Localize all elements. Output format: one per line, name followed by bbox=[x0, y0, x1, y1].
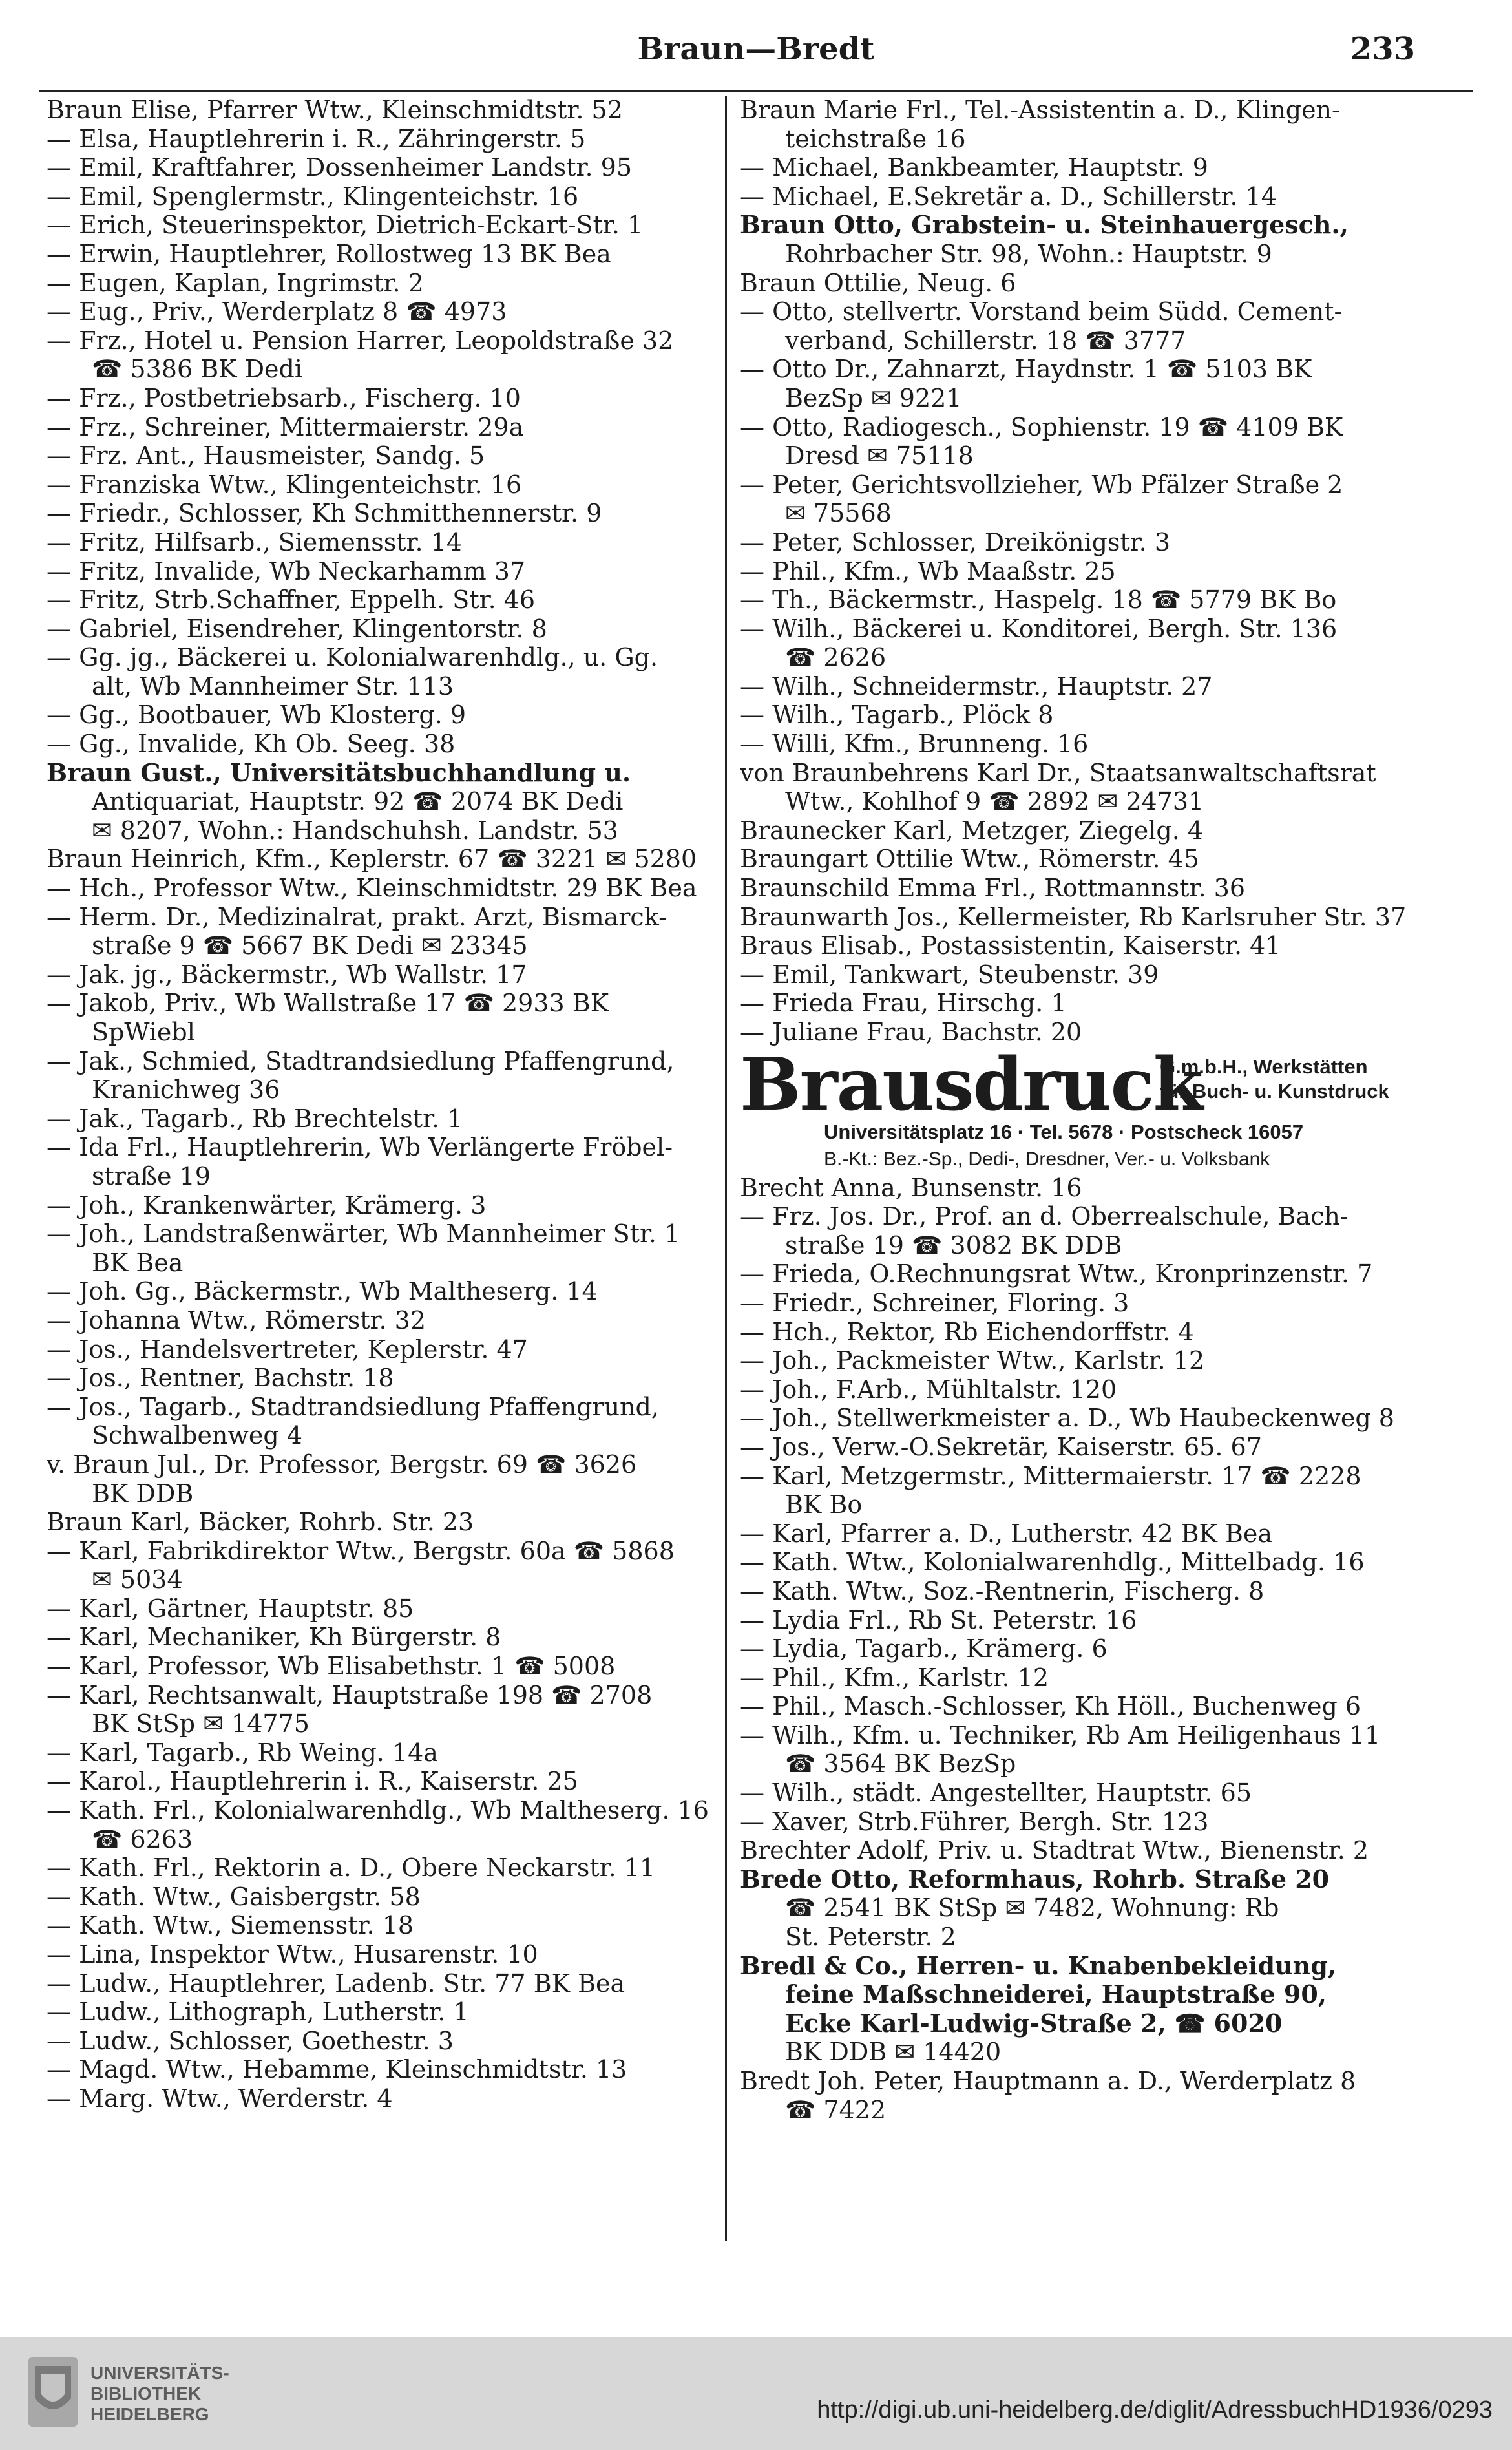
directory-entry: — Frieda Frau, Hirschg. 1 bbox=[740, 989, 1067, 1018]
directory-entry: alt, Wb Mannheimer Str. 113 bbox=[92, 671, 454, 701]
directory-entry: — Jak. jg., Bäckermstr., Wb Wallstr. 17 bbox=[47, 960, 527, 989]
directory-entry: BK DDB ✉ 14420 bbox=[785, 2038, 1002, 2067]
directory-entry: — Fritz, Strb.Schaffner, Eppelh. Str. 46 bbox=[47, 586, 536, 615]
directory-entry: Braungart Ottilie Wtw., Römerstr. 45 bbox=[740, 845, 1199, 874]
directory-entry: — Eug., Priv., Werderplatz 8 ☎ 4973 bbox=[47, 297, 507, 326]
directory-entry: — Joh., Landstraßenwärter, Wb Mannheimer Str. 1 bbox=[47, 1220, 680, 1249]
directory-entry: straße 19 ☎ 3082 BK DDB bbox=[785, 1230, 1122, 1260]
brausdruck-tagline-1: G.m.b.H., Werkstätten bbox=[1160, 1055, 1368, 1078]
directory-entry: — Th., Bäckermstr., Haspelg. 18 ☎ 5779 BK Bo bbox=[740, 586, 1337, 615]
directory-entry: — Hch., Rektor, Rb Eichendorffstr. 4 bbox=[740, 1317, 1194, 1346]
directory-entry: — Lydia, Tagarb., Krämerg. 6 bbox=[740, 1634, 1108, 1663]
directory-entry: ☎ 6263 bbox=[92, 1824, 193, 1853]
directory-entry: Braun Marie Frl., Tel.-Assistentin a. D., Klingen- bbox=[740, 96, 1340, 124]
directory-entry: Wtw., Kohlhof 9 ☎ 2892 ✉ 24731 bbox=[785, 787, 1204, 816]
directory-entry: — Peter, Gerichtsvollzieher, Wb Pfälzer Straße 2 bbox=[740, 470, 1343, 499]
directory-entry: — Otto, Radiogesch., Sophienstr. 19 ☎ 4109 BK bbox=[740, 412, 1343, 441]
directory-entry: — Wilh., Bäckerei u. Konditorei, Bergh. Str. 136 bbox=[740, 614, 1338, 643]
directory-entry: Braus Elisab., Postassistentin, Kaiserstr. 41 bbox=[740, 931, 1281, 960]
brausdruck-tagline bbox=[1160, 1055, 1389, 1104]
directory-entry: ☎ 2626 bbox=[785, 643, 887, 672]
directory-entry: — Fritz, Hilfsarb., Siemensstr. 14 bbox=[47, 527, 463, 556]
directory-entry: — Fritz, Invalide, Wb Neckarhamm 37 bbox=[47, 556, 526, 586]
directory-entry: — Magd. Wtw., Hebamme, Kleinschmidtstr. 13 bbox=[47, 2055, 627, 2084]
directory-entry: BK Bo bbox=[785, 1490, 863, 1519]
directory-entry: ☎ 2541 BK StSp ✉ 7482, Wohnung: Rb bbox=[785, 1894, 1279, 1923]
directory-entry: ✉ 75568 bbox=[785, 499, 892, 528]
directory-entry: — Phil., Kfm., Karlstr. 12 bbox=[740, 1663, 1049, 1692]
directory-entry: — Emil, Spenglermstr., Klingenteichstr. 16 bbox=[47, 182, 579, 211]
directory-entry: Antiquariat, Hauptstr. 92 ☎ 2074 BK Dedi bbox=[92, 787, 624, 816]
directory-entry: — Kath. Wtw., Gaisbergstr. 58 bbox=[47, 1882, 421, 1911]
directory-entry: verband, Schillerstr. 18 ☎ 3777 bbox=[785, 326, 1186, 355]
directory-entry: — Emil, Kraftfahrer, Dossenheimer Landstr. 95 bbox=[47, 153, 633, 182]
directory-entry: — Lina, Inspektor Wtw., Husarenstr. 10 bbox=[47, 1940, 538, 1969]
directory-entry: — Karl, Professor, Wb Elisabethstr. 1 ☎ 5008 bbox=[47, 1652, 616, 1681]
directory-entry: Braun Otto, Grabstein- u. Steinhauergesch., bbox=[740, 211, 1349, 240]
directory-entry: — Erich, Steuerinspektor, Dietrich-Eckart-Str. 1 bbox=[47, 211, 644, 240]
directory-entry: teichstraße 16 bbox=[785, 124, 966, 153]
directory-entry: — Otto Dr., Zahnarzt, Haydnstr. 1 ☎ 5103 BK bbox=[740, 355, 1312, 384]
directory-entry: — Frz. Jos. Dr., Prof. an d. Oberrealschule, Bach- bbox=[740, 1202, 1349, 1231]
running-title: Braun—Bredt bbox=[637, 31, 875, 67]
directory-entry: — Karl, Fabrikdirektor Wtw., Bergstr. 60a ☎ 5868 bbox=[47, 1536, 675, 1565]
directory-entry: Kranichweg 36 bbox=[92, 1075, 280, 1104]
directory-entry: ☎ 3564 BK BezSp bbox=[785, 1749, 1016, 1779]
directory-entry: — Friedr., Schlosser, Kh Schmitthennerstr. 9 bbox=[47, 499, 602, 528]
directory-entry: — Michael, Bankbeamter, Hauptstr. 9 bbox=[740, 153, 1208, 182]
source-url-link[interactable]: http://digi.ub.uni-heidelberg.de/diglit/AdressbuchHD1936/0293 bbox=[817, 2396, 1493, 2424]
directory-entry: — Eugen, Kaplan, Ingrimstr. 2 bbox=[47, 268, 424, 297]
brausdruck-advertisement bbox=[740, 1042, 1425, 1171]
directory-entry: BK DDB bbox=[92, 1479, 194, 1508]
directory-entry: — Joh., Packmeister Wtw., Karlstr. 12 bbox=[740, 1346, 1205, 1375]
brausdruck-logo-word: Brausdruck bbox=[740, 1042, 1202, 1127]
directory-entry: — Jak., Schmied, Stadtrandsiedlung Pfaffengrund, bbox=[47, 1046, 675, 1075]
directory-entry: — Wilh., Kfm. u. Techniker, Rb Am Heiligenhaus 11 bbox=[740, 1720, 1381, 1749]
directory-entry: — Kath. Frl., Kolonialwarenhdlg., Wb Maltheserg. 16 bbox=[47, 1796, 709, 1825]
directory-entry: — Frz., Schreiner, Mittermaierstr. 29a bbox=[47, 412, 524, 441]
directory-entry: — Kath. Wtw., Kolonialwarenhdlg., Mittelbadg. 16 bbox=[740, 1548, 1365, 1577]
directory-entry: — Willi, Kfm., Brunneng. 16 bbox=[740, 730, 1089, 759]
directory-entry: — Phil., Kfm., Wb Maaßstr. 25 bbox=[740, 556, 1116, 586]
directory-entry: feine Maßschneiderei, Hauptstraße 90, bbox=[785, 1980, 1327, 2009]
directory-entry: Schwalbenweg 4 bbox=[92, 1421, 303, 1450]
directory-entry: — Kath. Wtw., Soz.-Rentnerin, Fischerg. 8 bbox=[740, 1576, 1265, 1605]
directory-entry: — Joh., Krankenwärter, Krämerg. 3 bbox=[47, 1190, 487, 1220]
directory-entry: — Herm. Dr., Medizinalrat, prakt. Arzt, Bismarck- bbox=[47, 902, 667, 931]
directory-entry: — Jos., Verw.-O.Sekretär, Kaiserstr. 65. 67 bbox=[740, 1432, 1262, 1461]
directory-entry: Braun Ottilie, Neug. 6 bbox=[740, 268, 1016, 297]
directory-entry: — Ludw., Schlosser, Goethestr. 3 bbox=[47, 2026, 454, 2055]
directory-entry: — Gg. jg., Bäckerei u. Kolonialwarenhdlg., u. Gg. bbox=[47, 643, 658, 672]
directory-entry: ✉ 8207, Wohn.: Handschuhsh. Landstr. 53 bbox=[92, 816, 618, 845]
directory-entry: Braun Heinrich, Kfm., Keplerstr. 67 ☎ 3221 ✉ 5280 bbox=[47, 845, 697, 874]
directory-entry: BezSp ✉ 9221 bbox=[785, 383, 962, 412]
directory-entry: ☎ 7422 bbox=[785, 2095, 887, 2124]
directory-entry: — Gg., Bootbauer, Wb Klosterg. 9 bbox=[47, 701, 467, 730]
directory-entry: Brecht Anna, Bunsenstr. 16 bbox=[740, 1173, 1082, 1202]
directory-entry: — Karol., Hauptlehrerin i. R., Kaiserstr. 25 bbox=[47, 1767, 578, 1796]
directory-entry: — Wilh., städt. Angestellter, Hauptstr. 65 bbox=[740, 1779, 1252, 1808]
directory-entry: Braunecker Karl, Metzger, Ziegelg. 4 bbox=[740, 816, 1204, 845]
directory-entry: — Elsa, Hauptlehrerin i. R., Zähringerstr. 5 bbox=[47, 124, 586, 153]
directory-entry: — Ludw., Lithograph, Lutherstr. 1 bbox=[47, 1998, 469, 2027]
directory-entry: ✉ 5034 bbox=[92, 1565, 183, 1594]
directory-entry: — Karl, Pfarrer a. D., Lutherstr. 42 BK Bea bbox=[740, 1519, 1273, 1548]
directory-entry: — Wilh., Schneidermstr., Hauptstr. 27 bbox=[740, 671, 1213, 701]
directory-entry: — Karl, Tagarb., Rb Weing. 14a bbox=[47, 1738, 438, 1767]
directory-entry: — Karl, Gärtner, Hauptstr. 85 bbox=[47, 1594, 414, 1623]
directory-entry: — Peter, Schlosser, Dreikönigstr. 3 bbox=[740, 527, 1171, 556]
directory-entry: — Karl, Rechtsanwalt, Hauptstraße 198 ☎ 2708 bbox=[47, 1680, 653, 1709]
directory-entry: Bredl & Co., Herren- u. Knabenbekleidung, bbox=[740, 1951, 1337, 1980]
library-name bbox=[90, 2363, 229, 2425]
directory-entry: — Frz., Hotel u. Pension Harrer, Leopoldstraße 32 bbox=[47, 326, 674, 355]
library-footer bbox=[0, 2337, 1512, 2450]
directory-entry: — Ludw., Hauptlehrer, Ladenb. Str. 77 BK Bea bbox=[47, 1969, 625, 1998]
directory-entry: — Erwin, Hauptlehrer, Rollostweg 13 BK Bea bbox=[47, 239, 611, 268]
library-name-line-2: BIBLIOTHEK bbox=[90, 2383, 202, 2403]
directory-entry: ☎ 5386 BK Dedi bbox=[92, 355, 303, 384]
directory-entry: — Gg., Invalide, Kh Ob. Seeg. 38 bbox=[47, 730, 456, 759]
directory-entry: — Jakob, Priv., Wb Wallstraße 17 ☎ 2933 BK bbox=[47, 989, 609, 1018]
directory-entry: — Kath. Frl., Rektorin a. D., Obere Neckarstr. 11 bbox=[47, 1853, 656, 1883]
directory-entry: — Franziska Wtw., Klingenteichstr. 16 bbox=[47, 470, 522, 499]
directory-entry: — Otto, stellvertr. Vorstand beim Südd. Cement- bbox=[740, 297, 1343, 326]
directory-entry: — Xaver, Strb.Führer, Bergh. Str. 123 bbox=[740, 1807, 1209, 1836]
directory-entry: — Jos., Tagarb., Stadtrandsiedlung Pfaffengrund, bbox=[47, 1392, 659, 1421]
directory-entry: Braun Karl, Bäcker, Rohrb. Str. 23 bbox=[47, 1508, 474, 1537]
directory-entry: — Michael, E.Sekretär a. D., Schillerstr. 14 bbox=[740, 182, 1277, 211]
directory-entry: SpWiebl bbox=[92, 1018, 195, 1046]
directory-entry: — Friedr., Schreiner, Floring. 3 bbox=[740, 1288, 1129, 1317]
directory-entry: — Frz. Ant., Hausmeister, Sandg. 5 bbox=[47, 441, 485, 470]
directory-entry: Dresd ✉ 75118 bbox=[785, 441, 974, 470]
directory-entry: — Jos., Rentner, Bachstr. 18 bbox=[47, 1364, 394, 1393]
directory-entry: — Ida Frl., Hauptlehrerin, Wb Verlängerte Fröbel- bbox=[47, 1133, 673, 1162]
directory-entry: Braunwarth Jos., Kellermeister, Rb Karlsruher Str. 37 bbox=[740, 902, 1407, 931]
directory-entry: — Johanna Wtw., Römerstr. 32 bbox=[47, 1305, 426, 1335]
right-column-bottom bbox=[740, 1174, 1425, 2125]
right-column-top bbox=[740, 96, 1425, 1047]
directory-entry: Brede Otto, Reformhaus, Rohrb. Straße 20 bbox=[740, 1864, 1330, 1894]
directory-entry: — Emil, Tankwart, Steubenstr. 39 bbox=[740, 960, 1159, 989]
directory-entry: — Karl, Metzgermstr., Mittermaierstr. 17 ☎ 2228 bbox=[740, 1461, 1361, 1490]
directory-entry: von Braunbehrens Karl Dr., Staatsanwaltschaftsrat bbox=[740, 758, 1376, 787]
directory-entry: — Marg. Wtw., Werderstr. 4 bbox=[47, 2084, 393, 2113]
left-column bbox=[47, 96, 715, 2113]
directory-entry: Rohrbacher Str. 98, Wohn.: Hauptstr. 9 bbox=[785, 239, 1272, 268]
directory-entry: — Joh., Stellwerkmeister a. D., Wb Haubeckenweg 8 bbox=[740, 1404, 1394, 1433]
directory-entry: — Kath. Wtw., Siemensstr. 18 bbox=[47, 1911, 414, 1940]
directory-entry: — Jak., Tagarb., Rb Brechtelstr. 1 bbox=[47, 1104, 463, 1133]
directory-entry: — Wilh., Tagarb., Plöck 8 bbox=[740, 701, 1054, 730]
directory-entry: — Joh. Gg., Bäckermstr., Wb Maltheserg. 14 bbox=[47, 1277, 598, 1306]
directory-entry: — Frieda, O.Rechnungsrat Wtw., Kronprinzenstr. 7 bbox=[740, 1260, 1373, 1289]
directory-entry: Braun Gust., Universitätsbuchhandlung u. bbox=[47, 758, 631, 787]
directory-entry: straße 19 bbox=[92, 1161, 211, 1190]
right-column bbox=[740, 96, 1425, 2124]
directory-entry: — Phil., Masch.-Schlosser, Kh Höll., Buchenweg 6 bbox=[740, 1692, 1361, 1721]
directory-entry: Braunschild Emma Frl., Rottmannstr. 36 bbox=[740, 874, 1246, 903]
directory-entry: Braun Elise, Pfarrer Wtw., Kleinschmidtstr. 52 bbox=[47, 96, 623, 124]
directory-entry: — Juliane Frau, Bachstr. 20 bbox=[740, 1018, 1082, 1046]
directory-entry: Bredt Joh. Peter, Hauptmann a. D., Werderplatz 8 bbox=[740, 2067, 1356, 2095]
directory-entry: — Gabriel, Eisendreher, Klingentorstr. 8 bbox=[47, 614, 547, 643]
directory-entry: — Hch., Professor Wtw., Kleinschmidtstr. 29 BK Bea bbox=[47, 874, 697, 903]
directory-entry: straße 9 ☎ 5667 BK Dedi ✉ 23345 bbox=[92, 931, 528, 960]
header-rule bbox=[39, 90, 1473, 92]
directory-entry: — Frz., Postbetriebsarb., Fischerg. 10 bbox=[47, 383, 521, 412]
column-divider bbox=[725, 96, 727, 2241]
directory-entry: — Lydia Frl., Rb St. Peterstr. 16 bbox=[740, 1605, 1137, 1634]
library-name-line-1: UNIVERSITÄTS- bbox=[90, 2363, 229, 2383]
directory-entry: BK Bea bbox=[92, 1248, 184, 1277]
university-seal-icon bbox=[26, 2353, 80, 2431]
directory-entry: — Joh., F.Arb., Mühltalstr. 120 bbox=[740, 1375, 1117, 1404]
page-header bbox=[0, 19, 1512, 90]
directory-entry: St. Peterstr. 2 bbox=[785, 1923, 956, 1952]
library-name-line-3: HEIDELBERG bbox=[90, 2404, 209, 2424]
brausdruck-tagline-2: für Buch- u. Kunstdruck bbox=[1160, 1079, 1389, 1103]
directory-entry: — Jos., Handelsvertreter, Keplerstr. 47 bbox=[47, 1335, 528, 1364]
page-number: 233 bbox=[1350, 31, 1415, 67]
directory-entry: Brechter Adolf, Priv. u. Stadtrat Wtw., Bienenstr. 2 bbox=[740, 1836, 1369, 1865]
brausdruck-address: Universitätsplatz 16 · Tel. 5678 · Postscheck 16057 bbox=[824, 1120, 1304, 1143]
directory-entry: v. Braun Jul., Dr. Professor, Bergstr. 69 ☎ 3626 bbox=[47, 1450, 637, 1479]
directory-entry: Ecke Karl-Ludwig-Straße 2, ☎ 6020 bbox=[785, 2009, 1283, 2038]
directory-entry: — Karl, Mechaniker, Kh Bürgerstr. 8 bbox=[47, 1623, 501, 1652]
directory-entry: BK StSp ✉ 14775 bbox=[92, 1709, 310, 1738]
brausdruck-banks: B.-Kt.: Bez.-Sp., Dedi-, Dresdner, Ver.- u. Volksbank bbox=[824, 1148, 1270, 1170]
